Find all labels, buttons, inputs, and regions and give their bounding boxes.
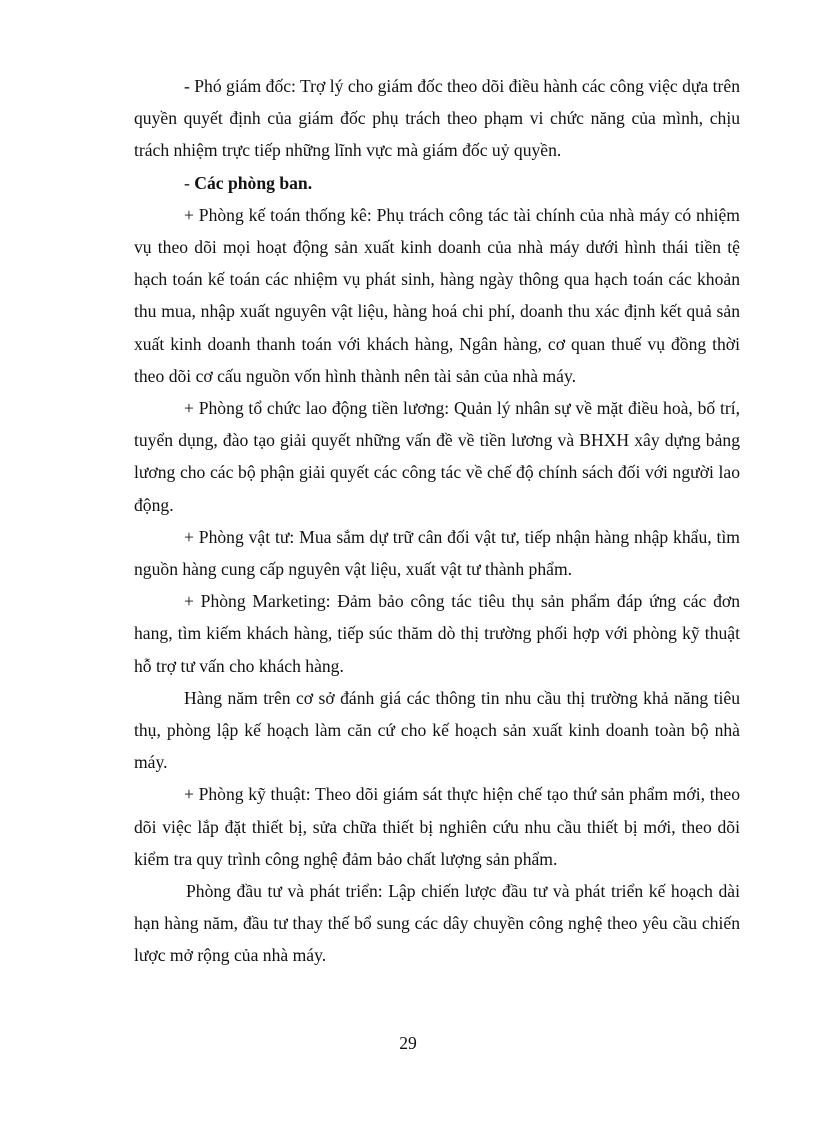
section-heading-cac-phong-ban <box>134 167 740 199</box>
paragraph-phong-ky-thuat: + Phòng kỹ thuật: Theo dõi giám sát thực hiện chế tạo thứ sản phẩm mới, theo dõi việc lắp đặt thiết bị, sửa chữa thiết bị nghiên cứu nhu cầu thiết bị mới, theo dõi kiểm tra quy trình công nghệ đảm bảo chất lượng sản phẩm. <box>134 784 740 869</box>
paragraph-phong-ke-toan: + Phòng kế toán thống kê: Phụ trách công tác tài chính của nhà máy có nhiệm vụ theo dõi mọi hoạt động sản xuất kinh doanh của nhà máy dưới hình thái tiền tệ hạch toán kế toán các nhiệm vụ phát sinh, hàng ngày thông qua hạch toán các khoản thu mua, nhập xuất nguyên vật liệu, hàng hoá chi phí, doanh thu xác định kết quả sản xuất kinh doanh thanh toán với khách hàng, Ngân hàng, cơ quan thuế vụ đồng thời theo dõi cơ cấu nguồn vốn hình thành nên tài sản của nhà máy. <box>134 204 740 386</box>
heading-prefix: - <box>184 172 195 193</box>
paragraph-phong-to-chuc: + Phòng tổ chức lao động tiền lương: Quản lý nhân sự về mặt điều hoà, bố trí, tuyển dụng, đào tạo giải quyết những vấn đề về tiền lương và BHXH xây dựng bảng lương cho các bộ phận giải quyết các công tác về chế độ chính sách đối với người lao động. <box>134 398 740 515</box>
page-number: 29 <box>399 1033 417 1053</box>
heading-title: Các phòng ban. <box>194 172 313 193</box>
paragraph-phong-marketing: + Phòng Marketing: Đảm bảo công tác tiêu thụ sản phẩm đáp ứng các đơn hang, tìm kiếm khách hàng, tiếp súc thăm dò thị trường phối hợp với phòng kỹ thuật hỗ trợ tư vấn cho khách hàng. <box>134 591 740 676</box>
paragraph-phong-vat-tu: + Phòng vật tư: Mua sắm dự trữ cân đối vật tư, tiếp nhận hàng nhập khẩu, tìm nguồn hàng cung cấp nguyên vật liệu, xuất vật tư thành phẩm. <box>134 526 740 580</box>
document-body <box>134 70 740 972</box>
paragraph-phong-dau-tu: Phòng đầu tư và phát triển: Lập chiến lược đầu tư và phát triển kế hoạch dài hạn hàng năm, đầu tư thay thế bổ sung các dây chuyền công nghệ theo yêu cầu chiến lược mở rộng của nhà máy. <box>134 881 740 966</box>
paragraph-hang-nam: Hàng năm trên cơ sở đánh giá các thông tin nhu cầu thị trường khả năng tiêu thụ, phòng lập kế hoạch làm căn cứ cho kế hoạch sản xuất kinh doanh toàn bộ nhà máy. <box>134 687 740 773</box>
paragraph-pho-giam-doc: - Phó giám đốc: Trợ lý cho giám đốc theo dõi điều hành các công việc dựa trên quyền quyết định của giám đốc phụ trách theo phạm vi chức năng của mình, chịu trách nhiệm trực tiếp những lĩnh vực mà giám đốc uỷ quyền. <box>134 76 740 161</box>
